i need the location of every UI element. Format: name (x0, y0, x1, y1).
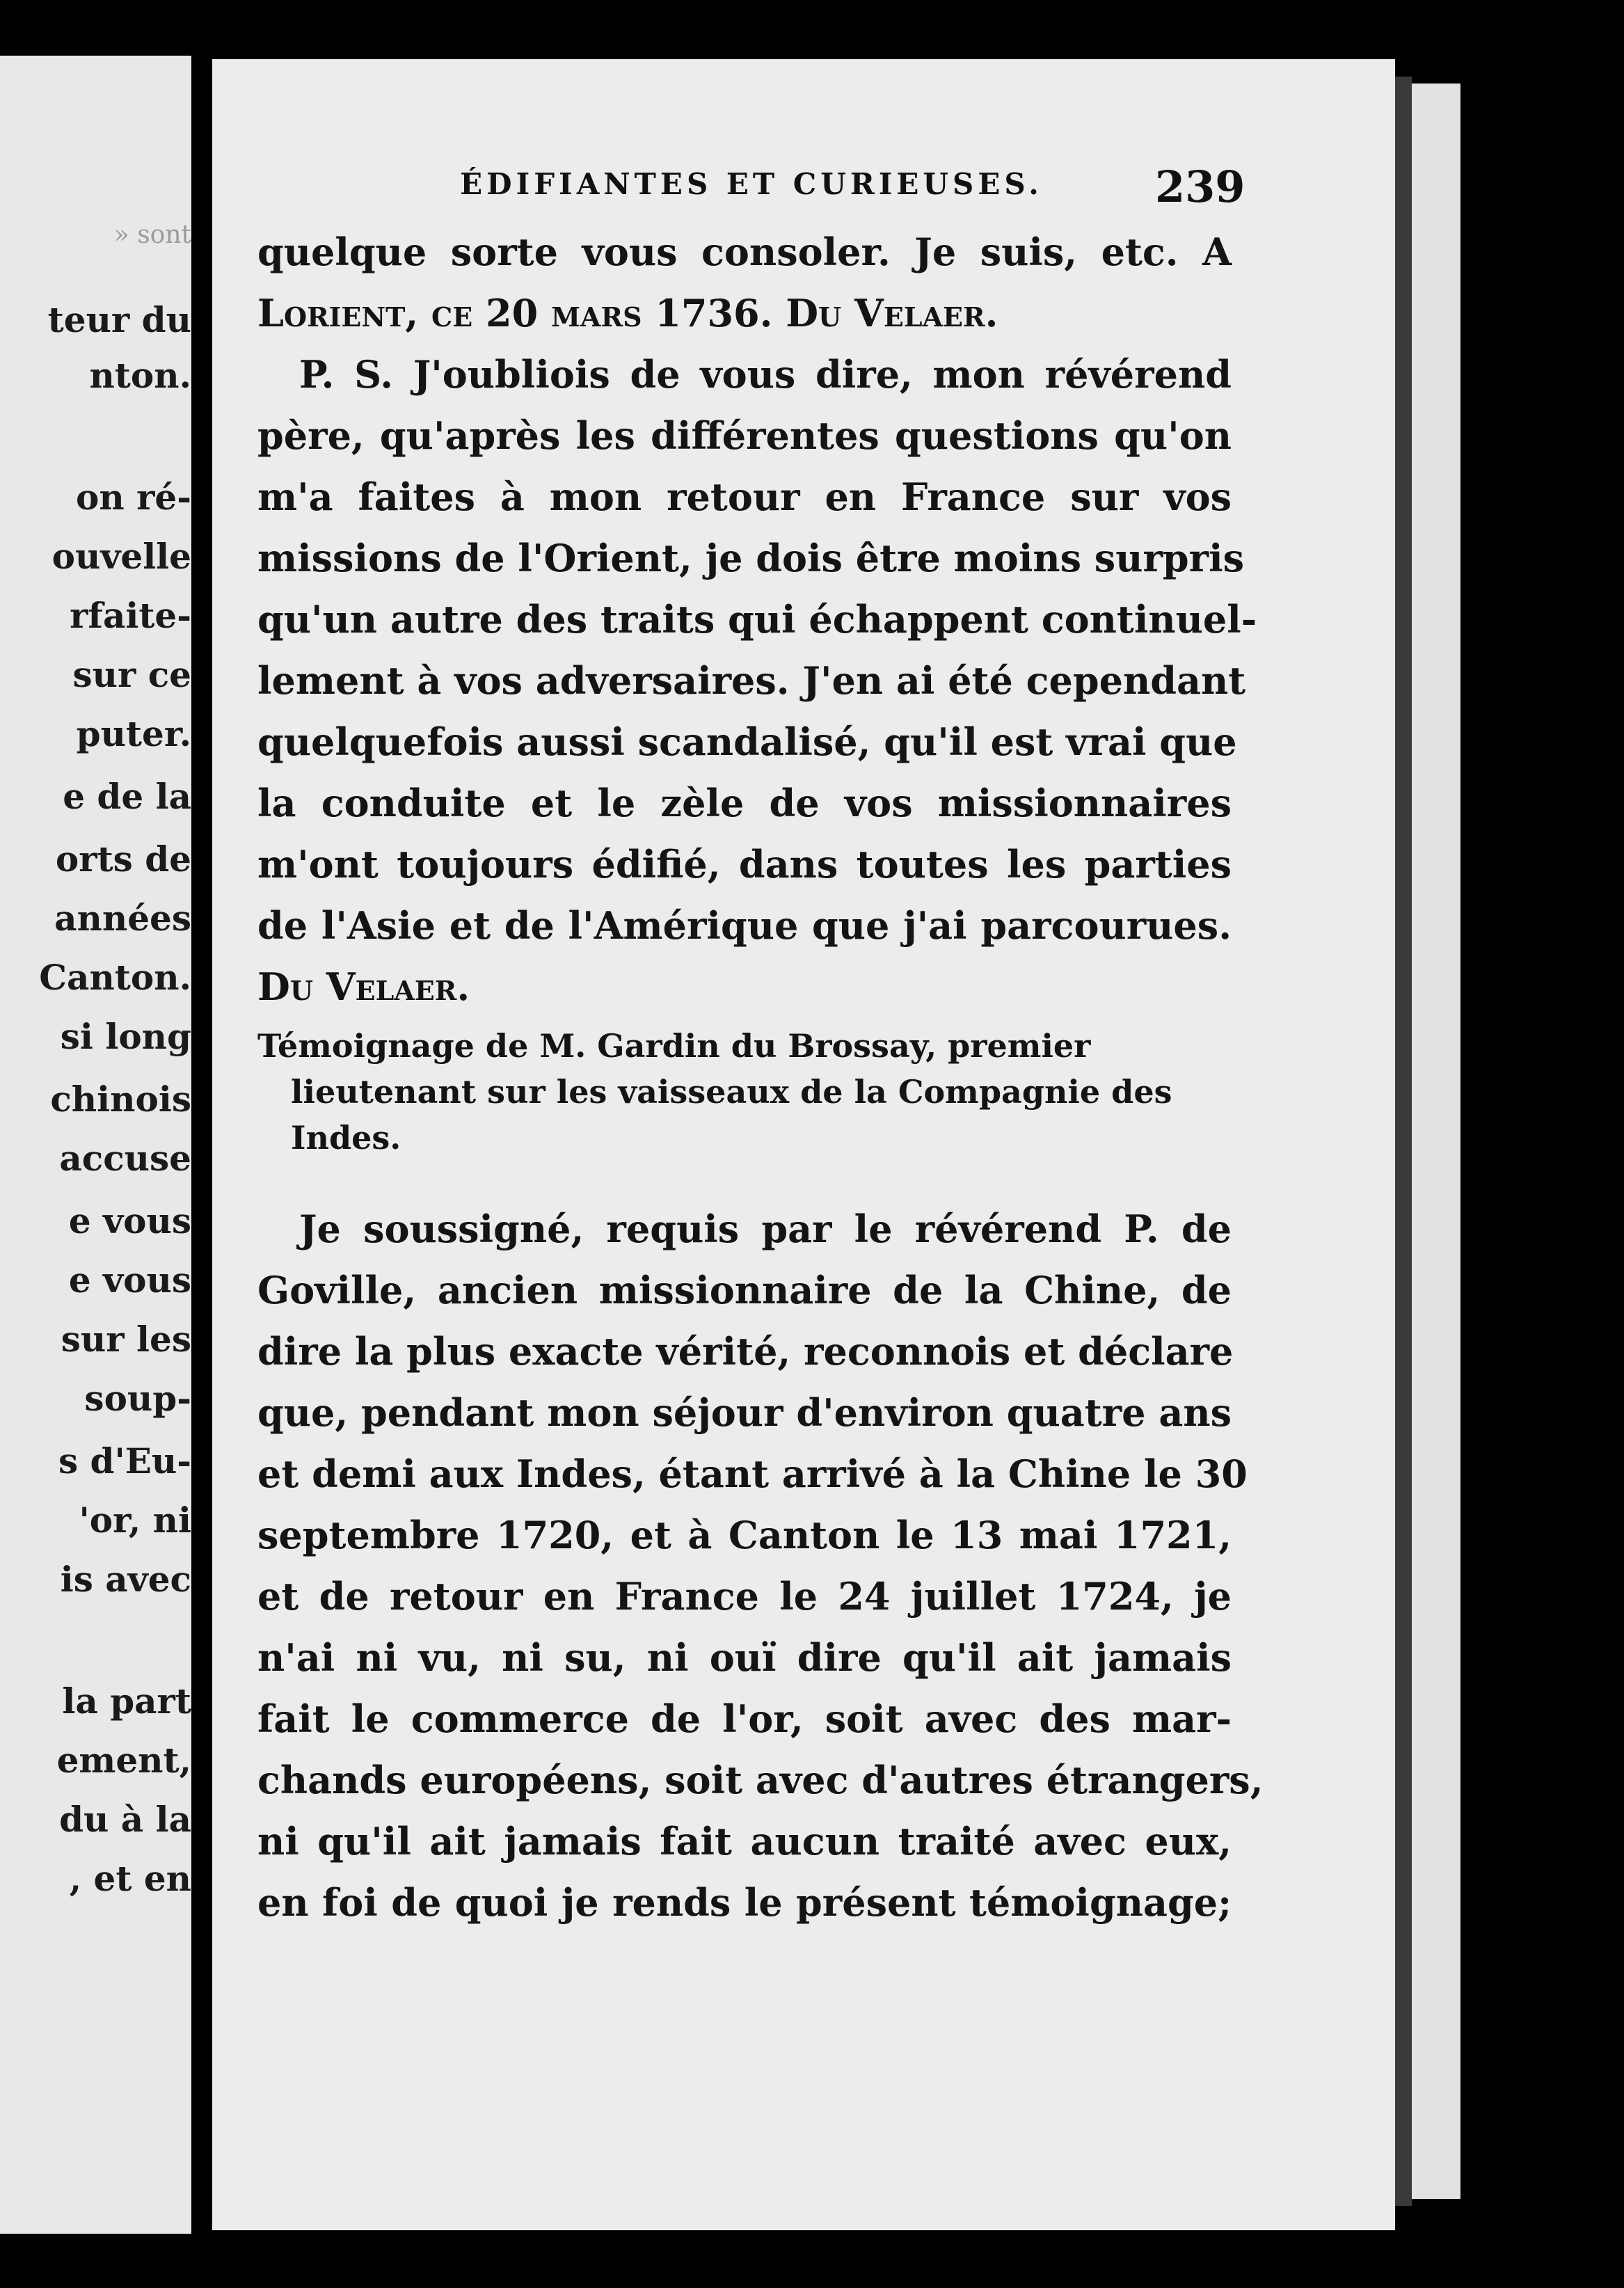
left-page-line: la part (62, 1681, 191, 1722)
left-page-line: soup- (84, 1378, 191, 1419)
text-line: P. S. J'oubliois de vous dire, mon révérend (299, 352, 1232, 397)
bleed-through-text: » sont (113, 221, 191, 249)
left-page-line: accuse (59, 1138, 191, 1179)
left-page-line: orts de (55, 839, 191, 880)
page-edge-stack (1412, 84, 1460, 2199)
text-line: ni qu'il ait jamais fait aucun traité avec eux, (257, 1819, 1232, 1864)
heading-line: lieutenant sur les vaisseaux de la Compagnie des (291, 1073, 1172, 1111)
left-page-line: , et en (69, 1858, 191, 1899)
heading-line: Témoignage de M. Gardin du Brossay, premier (257, 1027, 1091, 1065)
left-page-line: ouvelle (51, 536, 191, 577)
text-line: la conduite et le zèle de vos missionnaires (257, 781, 1232, 825)
left-page-line: rfaite- (70, 595, 191, 636)
text-line: et de retour en France le 24 juillet 1724, je (257, 1574, 1232, 1619)
text-line: et demi aux Indes, étant arrivé à la Chine le 30 (257, 1452, 1248, 1496)
text-line: chands européens, soit avec d'autres étrangers, (257, 1758, 1264, 1802)
text-line: Lorient, ce 20 mars 1736. Du Velaer. (257, 291, 998, 335)
text-line: père, qu'après les différentes questions qu'on (257, 413, 1232, 458)
text-line: septembre 1720, et à Canton le 13 mai 1721, (257, 1513, 1232, 1557)
page-number: 239 (1155, 161, 1245, 212)
left-page-line: e de la (63, 776, 191, 817)
left-page-line: sur ce (72, 654, 191, 695)
text-line: missions de l'Orient, je dois être moins surpris (257, 536, 1245, 580)
paragraph-closing-letter (257, 221, 1232, 344)
left-page-line: Canton. (39, 957, 191, 998)
text-line: m'ont toujours édifié, dans toutes les parties (257, 842, 1232, 887)
left-page-line: is avec (60, 1559, 191, 1600)
text-line: que, pendant mon séjour d'environ quatre ans (257, 1390, 1232, 1435)
text-line: quelquefois aussi scandalisé, qu'il est vrai que (257, 720, 1237, 764)
paragraph-postscript (257, 344, 1257, 1017)
left-page-line: sur les (61, 1319, 191, 1360)
left-page-line: si long (60, 1016, 191, 1057)
text-line: Je soussigné, requis par le révérend P. de (299, 1207, 1232, 1251)
left-page-line: teur du (47, 299, 191, 340)
left-page-line: 'or, ni (79, 1500, 191, 1541)
left-page-line: chinois (50, 1079, 191, 1120)
text-line: qu'un autre des traits qui échappent continuel- (257, 597, 1257, 642)
paragraph-testimony (257, 1198, 1264, 1933)
left-page-line: nton. (89, 355, 191, 396)
left-page-line: e vous (68, 1260, 191, 1301)
heading-line: Indes. (291, 1119, 401, 1157)
text-line: n'ai ni vu, ni su, ni ouï dire qu'il ait jamais (257, 1635, 1232, 1680)
page-edge-shadow (1395, 77, 1412, 2206)
text-line-signature: Du Velaer. (257, 964, 470, 1009)
text-line: en foi de quoi je rends le présent témoignage; (257, 1880, 1232, 1925)
book-gutter (191, 0, 212, 2288)
running-head: ÉDIFIANTES ET CURIEUSES. (460, 167, 1043, 201)
text-line: quelque sorte vous consoler. Je suis, etc. A (257, 230, 1232, 274)
text-line: dire la plus exacte vérité, reconnois et déclare (257, 1329, 1234, 1374)
text-line: lement à vos adversaires. J'en ai été cependant (257, 658, 1246, 703)
left-page-line: du à la (59, 1799, 191, 1840)
left-page-line: s d'Eu- (58, 1440, 191, 1481)
left-page-line: années (54, 898, 191, 939)
section-heading (257, 1023, 1232, 1161)
text-line: de l'Asie et de l'Amérique que j'ai parcourues. (257, 903, 1232, 948)
text-line: fait le commerce de l'or, soit avec des mar- (257, 1697, 1232, 1741)
left-page-line: on ré- (75, 477, 191, 518)
left-page-line: puter. (76, 713, 191, 754)
text-line: m'a faites à mon retour en France sur vos (257, 475, 1232, 519)
left-page-line: e vous (68, 1200, 191, 1241)
left-page-fragment (0, 56, 191, 2234)
left-page-line: ement, (56, 1740, 191, 1781)
text-line: Goville, ancien missionnaire de la Chine, de (257, 1268, 1232, 1312)
